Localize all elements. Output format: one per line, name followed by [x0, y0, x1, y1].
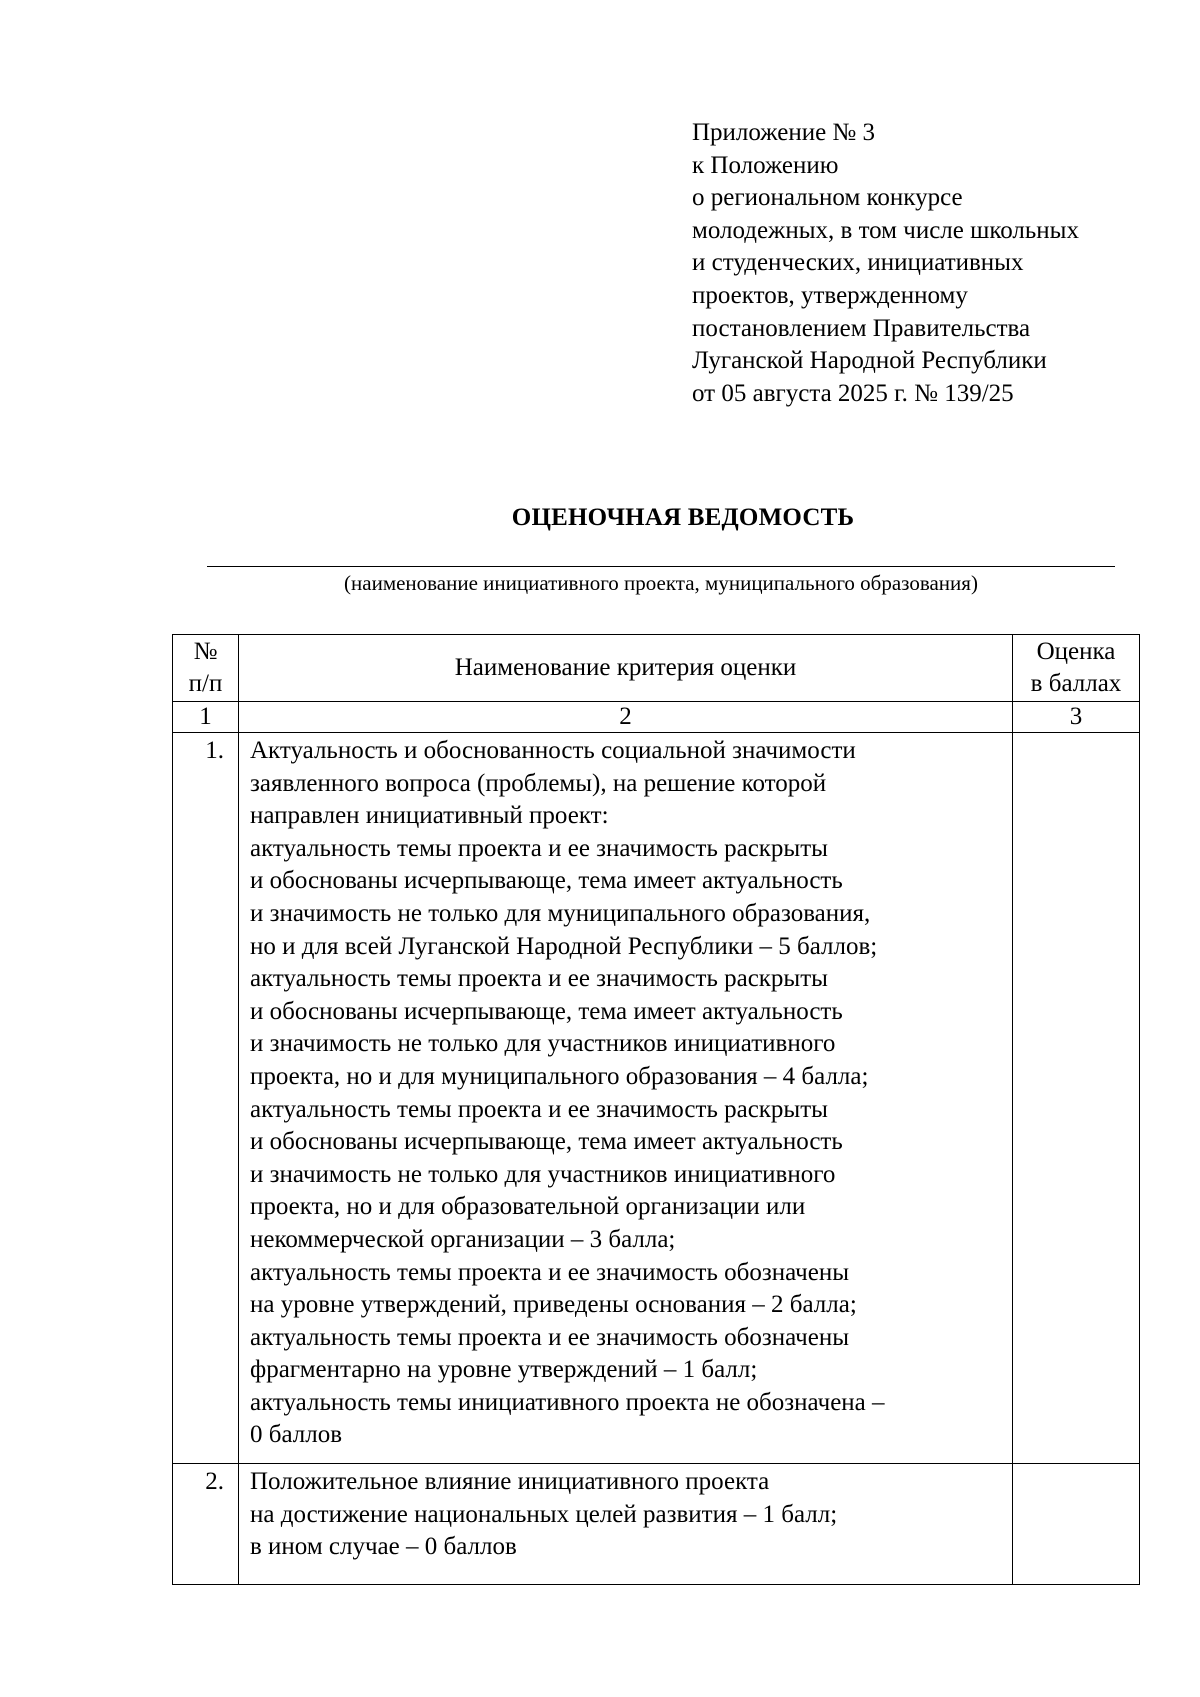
criterion-line: на достижение национальных целей развития – 1 балл; [250, 1500, 838, 1528]
annex-line: Луганской Народной Республики [692, 347, 1047, 375]
criterion-text [239, 1464, 1013, 1585]
header-score [1013, 635, 1140, 702]
header-score-line: в баллах [1030, 670, 1122, 697]
criterion-line: актуальность темы проекта и ее значимость обозначены [250, 1323, 850, 1351]
header-number-line: п/п [188, 670, 223, 697]
criterion-line: некоммерческой организации – 3 балла; [250, 1225, 676, 1253]
criterion-line: фрагментарно на уровне утверждений – 1 балл; [250, 1356, 758, 1384]
criterion-line: проекта, но и для образовательной организации или [250, 1193, 806, 1221]
project-name-blank-line [207, 566, 1115, 567]
criterion-line: но и для всей Луганской Народной Республики – 5 баллов; [250, 932, 878, 960]
criterion-line: направлен инициативный проект: [250, 802, 609, 830]
criterion-text [239, 733, 1013, 1464]
annex-line: и студенческих, инициативных [692, 249, 1024, 277]
annex-line: к Положению [692, 151, 839, 179]
criterion-line: актуальность темы проекта и ее значимость раскрыты [250, 834, 828, 862]
document-title: ОЦЕНОЧНАЯ ВЕДОМОСТЬ [511, 504, 855, 531]
table-row [173, 1464, 1140, 1585]
criterion-line: и значимость не только для участников инициативного [250, 1030, 836, 1058]
table-header-row [173, 635, 1140, 702]
criterion-line: проекта, но и для муниципального образования – 4 балла; [250, 1062, 869, 1090]
annex-line: Приложение № 3 [692, 119, 876, 146]
criterion-line: актуальность темы проекта и ее значимость раскрыты [250, 965, 828, 993]
criterion-line: и значимость не только для муниципального образования, [250, 899, 871, 927]
score-cell[interactable] [1013, 733, 1140, 1464]
annex-line: о региональном конкурсе [692, 184, 963, 212]
header-number-line: № [193, 638, 218, 665]
evaluation-table [172, 634, 1140, 1585]
annex-line: молодежных, в том числе школьных [692, 216, 1079, 244]
criterion-line: и значимость не только для участников инициативного [250, 1160, 836, 1188]
annex-line: проектов, утвержденному [692, 281, 968, 309]
criterion-number: 1. [173, 733, 239, 1464]
criterion-line: актуальность темы инициативного проекта не обозначена – [250, 1388, 885, 1416]
header-criterion: Наименование критерия оценки [239, 635, 1013, 702]
header-score-line: Оценка [1036, 638, 1116, 665]
criterion-number: 2. [173, 1464, 239, 1585]
criterion-line: актуальность темы проекта и ее значимость обозначены [250, 1258, 850, 1286]
column-index: 3 [1013, 702, 1140, 733]
annex-line: постановлением Правительства [692, 314, 1031, 342]
criterion-line: на уровне утверждений, приведены основания – 2 балла; [250, 1291, 857, 1319]
column-index-row [173, 702, 1140, 733]
criterion-line: актуальность темы проекта и ее значимость раскрыты [250, 1095, 828, 1123]
criterion-line: в ином случае – 0 баллов [250, 1533, 517, 1561]
column-index: 2 [239, 702, 1013, 733]
criterion-line: и обоснованы исчерпывающе, тема имеет актуальность [250, 997, 843, 1025]
criterion-line: 0 баллов [250, 1421, 343, 1449]
project-name-caption: (наименование инициативного проекта, муниципального образования) [344, 571, 978, 595]
criterion-line: Актуальность и обоснованность социальной значимости [250, 737, 856, 764]
column-index: 1 [173, 702, 239, 733]
annex-line: от 05 августа 2025 г. № 139/25 [692, 379, 1014, 407]
annex-reference [692, 117, 1172, 410]
criterion-line: заявленного вопроса (проблемы), на решение которой [250, 769, 827, 797]
score-cell[interactable] [1013, 1464, 1140, 1585]
criterion-line: и обоснованы исчерпывающе, тема имеет актуальность [250, 1128, 843, 1156]
criterion-line: Положительное влияние инициативного проекта [250, 1468, 770, 1495]
criterion-line: и обоснованы исчерпывающе, тема имеет актуальность [250, 867, 843, 895]
table-row [173, 733, 1140, 1464]
header-number [173, 635, 239, 702]
